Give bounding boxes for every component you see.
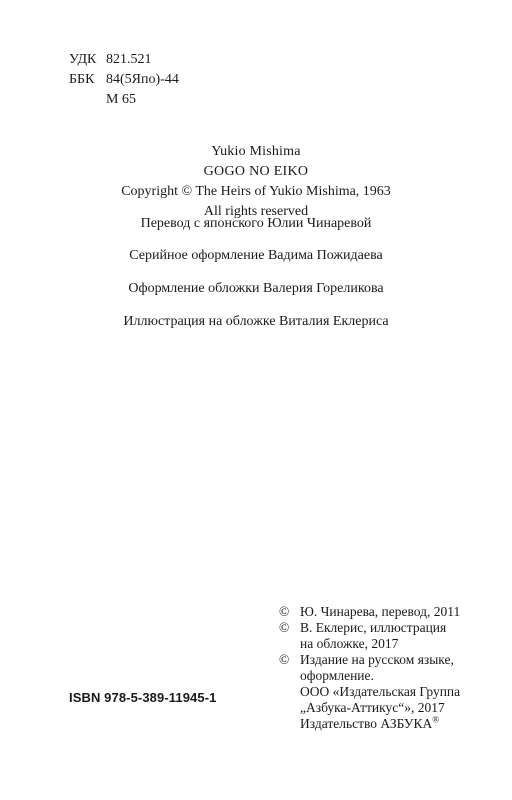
original-title-block bbox=[0, 142, 512, 222]
translator-credit: Перевод с японского Юлии Чинаревой bbox=[140, 216, 372, 231]
original-author: Yukio Mishima bbox=[211, 144, 301, 159]
original-copyright: Copyright © The Heirs of Yukio Mishima, 1963 bbox=[121, 184, 391, 199]
cover-design-credit: Оформление обложки Валерия Гореликова bbox=[128, 281, 384, 296]
publisher-imprint: Издательство АЗБУКА bbox=[300, 716, 433, 731]
rights-reserved: All rights reserved bbox=[203, 204, 309, 219]
copyright-item-lines bbox=[300, 604, 460, 620]
original-title: GOGO NO EIKO bbox=[203, 164, 309, 179]
author-mark: М 65 bbox=[106, 92, 136, 107]
copyright-item-lines bbox=[300, 652, 454, 684]
copyright-item bbox=[279, 604, 460, 620]
copyright-item bbox=[279, 652, 460, 684]
library-classification bbox=[69, 50, 179, 110]
copyright-symbol: © bbox=[279, 620, 290, 635]
copyright-line: В. Еклерис, иллюстрация bbox=[300, 620, 447, 635]
cover-illustration-credit: Иллюстрация на обложке Виталия Еклериса bbox=[123, 314, 389, 329]
copyright-symbol: © bbox=[279, 604, 290, 619]
copyright-item-lines bbox=[300, 620, 446, 652]
udk-label: УДК bbox=[69, 52, 97, 67]
bbk-value: 84(5Япо)-44 bbox=[106, 72, 179, 87]
publisher-line: „Азбука-Аттикус“», 2017 bbox=[300, 700, 445, 715]
isbn-number: ISBN 978-5-389-11945-1 bbox=[69, 690, 217, 705]
russian-copyright-block bbox=[279, 604, 460, 732]
publisher-line: ООО «Издательская Группа bbox=[300, 684, 461, 699]
bbk-label: ББК bbox=[69, 72, 95, 87]
copyright-line: Издание на русском языке, bbox=[300, 652, 454, 667]
udk-row bbox=[69, 50, 179, 70]
copyright-symbol: © bbox=[279, 652, 290, 667]
publisher-block bbox=[279, 684, 460, 732]
registered-mark: ® bbox=[432, 714, 440, 725]
copyright-line: оформление. bbox=[300, 668, 374, 683]
udk-value: 821.521 bbox=[106, 52, 152, 67]
copyright-item bbox=[279, 620, 460, 652]
publisher-imprint-line bbox=[300, 716, 460, 732]
copyright-line: Ю. Чинарева, перевод, 2011 bbox=[300, 604, 461, 619]
bbk-row bbox=[69, 70, 179, 90]
copyright-line: на обложке, 2017 bbox=[300, 636, 399, 651]
series-design-credit: Серийное оформление Вадима Пожидаева bbox=[129, 248, 383, 263]
